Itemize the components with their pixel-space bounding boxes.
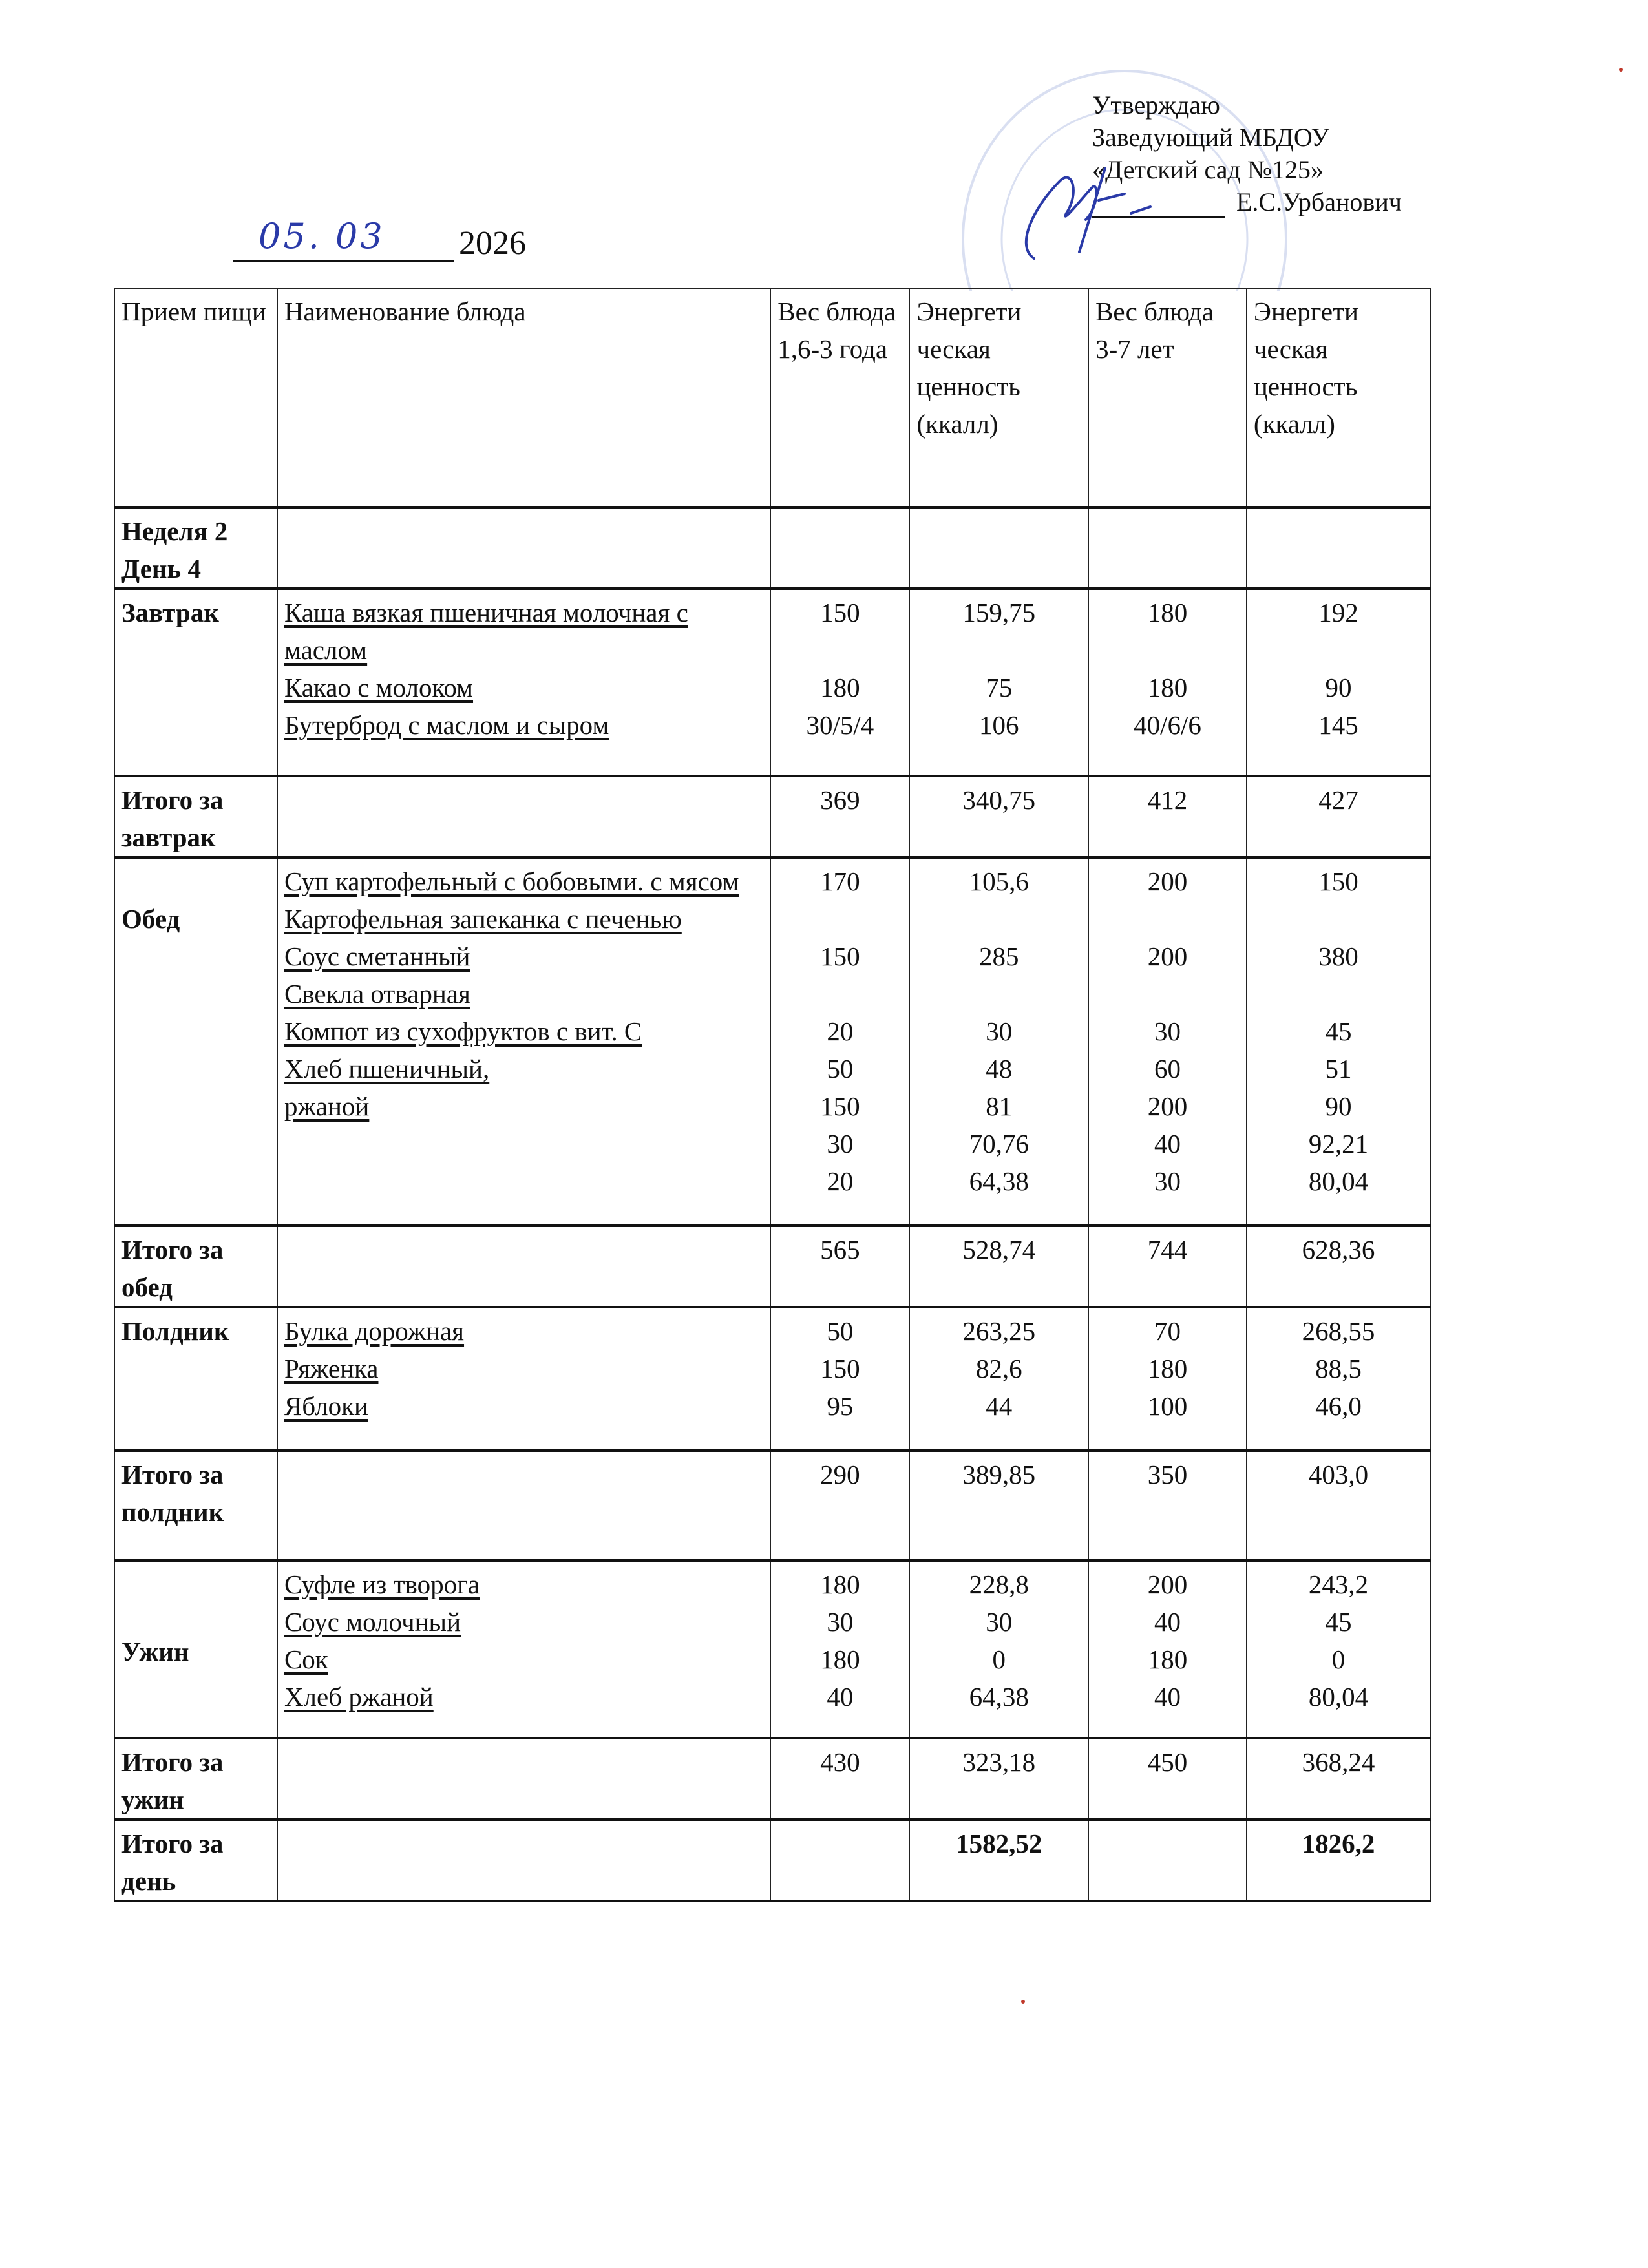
dish-list — [277, 1560, 770, 1738]
dish-name: Соус молочный — [284, 1607, 461, 1637]
energy-young-list — [909, 589, 1088, 776]
dish-name: Суп картофельный с бобовыми. с мясом — [284, 866, 739, 896]
value: 80,04 — [1308, 1166, 1369, 1196]
value: 192 — [1318, 598, 1358, 627]
header-energy-young: Энергети ческая ценность (ккалл) — [909, 288, 1088, 507]
dish-name: Какао с молоком — [284, 673, 474, 702]
empty-cell — [1088, 507, 1247, 589]
value: 64,38 — [969, 1682, 1029, 1712]
value: 46,0 — [1315, 1391, 1362, 1421]
menu-table — [114, 288, 1431, 1902]
energy-young-list — [909, 1560, 1088, 1738]
total-energy-young: 528,74 — [909, 1226, 1088, 1307]
value: 40 — [827, 1682, 854, 1712]
value: 180 — [820, 1570, 860, 1599]
empty-cell — [909, 507, 1088, 589]
total-energy-old: 427 — [1247, 776, 1430, 857]
empty-cell — [277, 1738, 770, 1820]
weight-young-list — [770, 589, 909, 776]
value: 159,75 — [962, 598, 1036, 627]
total-weight-young: 565 — [770, 1226, 909, 1307]
value: 180 — [820, 673, 860, 702]
total-label: Итого за обед — [114, 1226, 277, 1307]
header-weight-young: Вес блюда 1,6-3 года — [770, 288, 909, 507]
energy-old-list — [1247, 857, 1430, 1226]
header-dish: Наименование блюда — [277, 288, 770, 507]
total-energy-old: 403,0 — [1247, 1451, 1430, 1560]
dish-list — [277, 1307, 770, 1451]
value: 45 — [1325, 1607, 1352, 1637]
dish-name: Компот из сухофруктов с вит. С — [284, 1016, 642, 1046]
header-weight-old: Вес блюда 3-7 лет — [1088, 288, 1247, 507]
dish-name: Суфле из творога — [284, 1570, 480, 1599]
approval-title: Утверждаю — [1092, 90, 1220, 120]
week-day-row — [114, 507, 1430, 589]
value: 70,76 — [969, 1129, 1029, 1159]
date-year: 2026 — [459, 225, 526, 262]
value: 200 — [1147, 1091, 1188, 1121]
weight-old-list — [1088, 857, 1247, 1226]
value: 30/5/4 — [806, 710, 874, 740]
value: 145 — [1318, 710, 1358, 740]
value: 30 — [1154, 1166, 1181, 1196]
value: 50 — [827, 1316, 854, 1346]
meal-row-dinner — [114, 1560, 1430, 1738]
value: 170 — [820, 866, 860, 896]
value: 30 — [1154, 1016, 1181, 1046]
value: 88,5 — [1315, 1354, 1362, 1383]
value: 81 — [986, 1091, 1013, 1121]
value: 150 — [1318, 866, 1358, 896]
value: 44 — [986, 1391, 1013, 1421]
header-meal: Прием пищи — [114, 288, 277, 507]
total-energy-old: 368,24 — [1247, 1738, 1430, 1820]
value: 40 — [1154, 1129, 1181, 1159]
weight-old-list — [1088, 1560, 1247, 1738]
total-weight-old: 350 — [1088, 1451, 1247, 1560]
day-total-row — [114, 1820, 1430, 1901]
weight-old-list — [1088, 589, 1247, 776]
value: 20 — [827, 1166, 854, 1196]
value: 180 — [1147, 598, 1188, 627]
empty-cell — [277, 1451, 770, 1560]
value: 180 — [1147, 673, 1188, 702]
dish-name: Свекла отварная — [284, 979, 470, 1009]
empty-cell — [770, 1820, 909, 1901]
value: 92,21 — [1308, 1129, 1369, 1159]
value: 48 — [986, 1054, 1013, 1084]
handwritten-signature-icon — [1008, 155, 1176, 265]
value: 243,2 — [1308, 1570, 1369, 1599]
value: 40 — [1154, 1682, 1181, 1712]
value: 380 — [1318, 941, 1358, 971]
value: 180 — [820, 1644, 860, 1674]
total-weight-old: 450 — [1088, 1738, 1247, 1820]
value: 263,25 — [962, 1316, 1036, 1346]
energy-old-list — [1247, 1307, 1430, 1451]
date-handwritten-field — [233, 216, 454, 262]
weight-young-list — [770, 1560, 909, 1738]
empty-cell — [1247, 507, 1430, 589]
total-weight-young: 290 — [770, 1451, 909, 1560]
value: 150 — [820, 1354, 860, 1383]
total-energy-young: 340,75 — [909, 776, 1088, 857]
value: 285 — [979, 941, 1019, 971]
day-total-label: Итого за день — [114, 1820, 277, 1901]
day-total-energy-young: 1582,52 — [909, 1820, 1088, 1901]
value: 106 — [979, 710, 1019, 740]
dish-name: Яблоки — [284, 1391, 368, 1421]
value: 70 — [1154, 1316, 1181, 1346]
dish-name: Ряженка — [284, 1354, 379, 1383]
value: 30 — [827, 1607, 854, 1637]
value: 60 — [1154, 1054, 1181, 1084]
value: 90 — [1325, 673, 1352, 702]
dish-name: Хлеб пшеничный, — [284, 1054, 490, 1084]
scan-speck — [1619, 68, 1623, 72]
total-row-dinner — [114, 1738, 1430, 1820]
total-label: Итого за завтрак — [114, 776, 277, 857]
dish-name: Бутерброд с маслом и сыром — [284, 710, 609, 740]
meal-row-lunch — [114, 857, 1430, 1226]
weight-old-list — [1088, 1307, 1247, 1451]
value: 200 — [1147, 1570, 1188, 1599]
value: 150 — [820, 1091, 860, 1121]
dish-name: Сок — [284, 1644, 328, 1674]
value: 75 — [986, 673, 1013, 702]
dish-name: ржаной — [284, 1091, 370, 1121]
value: 50 — [827, 1054, 854, 1084]
dish-list — [277, 857, 770, 1226]
value: 90 — [1325, 1091, 1352, 1121]
value: 180 — [1147, 1354, 1188, 1383]
total-weight-old: 744 — [1088, 1226, 1247, 1307]
value: 180 — [1147, 1644, 1188, 1674]
value: 150 — [820, 598, 860, 627]
approval-signer: Е.С.Урбанович — [1236, 187, 1402, 216]
approval-organization: «Детский сад №125» — [1092, 155, 1324, 184]
value: 150 — [820, 941, 860, 971]
value: 268,55 — [1302, 1316, 1375, 1346]
meal-name-text: Обед — [121, 904, 180, 934]
energy-young-list — [909, 1307, 1088, 1451]
empty-cell — [1088, 1820, 1247, 1901]
total-weight-old: 412 — [1088, 776, 1247, 857]
meal-row-snack — [114, 1307, 1430, 1451]
total-label: Итого за полдник — [114, 1451, 277, 1560]
meal-row-breakfast — [114, 589, 1430, 776]
date-day-month: 05. 03 — [259, 216, 385, 257]
value: 30 — [986, 1607, 1013, 1637]
value: 0 — [1331, 1644, 1346, 1674]
meal-name: Полдник — [114, 1307, 277, 1451]
value: 200 — [1147, 941, 1188, 971]
meal-name: Ужин — [114, 1560, 277, 1738]
value: 40 — [1154, 1607, 1181, 1637]
dish-name: Булка дорожная — [284, 1316, 465, 1346]
value: 200 — [1147, 866, 1188, 896]
dish-name: Хлеб ржаной — [284, 1682, 434, 1712]
day-total-energy-old: 1826,2 — [1247, 1820, 1430, 1901]
value: 0 — [992, 1644, 1006, 1674]
total-weight-young: 369 — [770, 776, 909, 857]
header-energy-old: Энергети ческая ценность (ккалл) — [1247, 288, 1430, 507]
total-label: Итого за ужин — [114, 1738, 277, 1820]
value: 20 — [827, 1016, 854, 1046]
value: 40/6/6 — [1134, 710, 1201, 740]
value: 30 — [827, 1129, 854, 1159]
total-energy-young: 323,18 — [909, 1738, 1088, 1820]
total-row-snack — [114, 1451, 1430, 1560]
energy-old-list — [1247, 1560, 1430, 1738]
value: 30 — [986, 1016, 1013, 1046]
empty-cell — [277, 507, 770, 589]
empty-cell — [770, 507, 909, 589]
week-day-cell — [114, 507, 277, 589]
week-label: Неделя 2 — [121, 516, 228, 546]
value: 80,04 — [1308, 1682, 1369, 1712]
dish-name: Картофельная запеканка с печенью — [284, 904, 682, 934]
value: 100 — [1147, 1391, 1188, 1421]
total-row-breakfast — [114, 776, 1430, 857]
value: 64,38 — [969, 1166, 1029, 1196]
table-header-row — [114, 288, 1430, 507]
energy-young-list — [909, 857, 1088, 1226]
empty-cell — [277, 1820, 770, 1901]
value: 95 — [827, 1391, 854, 1421]
dish-name: Соус сметанный — [284, 941, 470, 971]
empty-cell — [277, 776, 770, 857]
approval-position: Заведующий МБДОУ — [1092, 123, 1329, 152]
energy-old-list — [1247, 589, 1430, 776]
meal-name — [114, 857, 277, 1226]
value: 105,6 — [969, 866, 1029, 896]
dish-name: Каша вязкая пшеничная молочная с маслом — [284, 598, 688, 665]
value: 45 — [1325, 1016, 1352, 1046]
total-energy-young: 389,85 — [909, 1451, 1088, 1560]
dish-list — [277, 589, 770, 776]
menu-date — [233, 216, 526, 262]
weight-young-list — [770, 1307, 909, 1451]
value: 228,8 — [969, 1570, 1029, 1599]
total-weight-young: 430 — [770, 1738, 909, 1820]
meal-name: Завтрак — [114, 589, 277, 776]
day-label: День 4 — [121, 554, 201, 583]
empty-cell — [277, 1226, 770, 1307]
weight-young-list — [770, 857, 909, 1226]
total-row-lunch — [114, 1226, 1430, 1307]
total-energy-old: 628,36 — [1247, 1226, 1430, 1307]
scan-speck — [1021, 2000, 1025, 2004]
value: 82,6 — [975, 1354, 1022, 1383]
value: 51 — [1325, 1054, 1352, 1084]
